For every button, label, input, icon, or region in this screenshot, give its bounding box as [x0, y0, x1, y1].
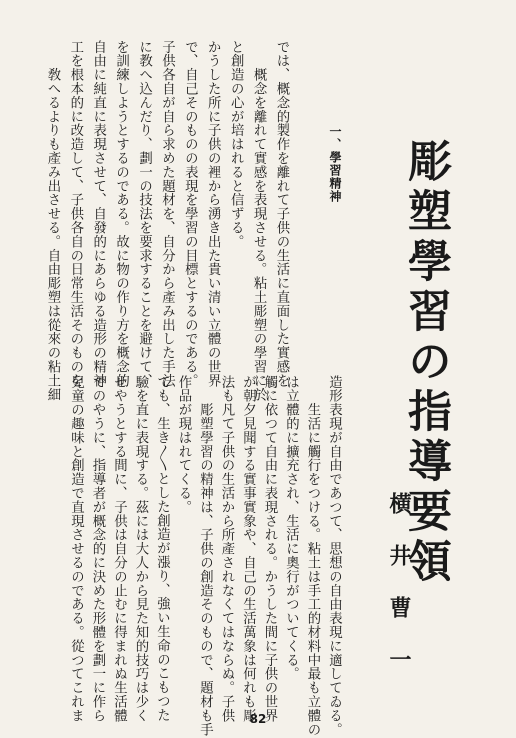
page-number: 82	[249, 712, 267, 726]
section-heading: 一、學習精神	[328, 125, 342, 203]
body-text-upper: では、概念的製作を離れて子供の生活に直面した實感を 概念を離れて實感を表現させる。粘土彫塑の學習に於 と創造の心が培はれると信ずる。 かうした所に子供の裡から湧き出た貴い清い立體の世界 で、自己そのものの表現を學習の目標とするのである。 子供各自が自ら求めた題材を、自分から產み出した手法 に教へ込んだり、劃一の技法を要求することを避けて、 を訓練しようとするのである。故に物の作り方を概念的 自由に純直に表現させて、自發的にあらゆる造形の精神 工を根本的に改造して、子供各自の日常生活そのものを 敎へるよりも產み出させる。自由彫塑は從來の粘土細	[44, 40, 289, 402]
author-name: 横井曹一	[386, 492, 412, 700]
body-text-lower: 造形表現が自由であつて、思想の自由表現に適してゐる。 生活に觸行をつける。粘土は手工的材料中最も立體の は立體的に擴充され、生活に奧行がついてくる。 觸に依つて自由に表現される。かうした間に子供の世界 が朝夕見聞する實事實象や、自己の生活萬象は何れも彫 法も凡て子供の生活から所產されなくてはならぬ。子供 彫塑學習の精神は、子供の創造そのもので、題材も手 作品が現はれてくる。 ても、生き〳〵とした創造が漲り、強い生命のこもつた 驗を直に表現する。茲には大人から見た知的技巧は少く せやうとする間に、子供は自分の止むに得まれぬ生活體 でのやうに、指導者が概念的に決めた形體を劃一に作ら 兒童の趣味と創造で直現させるのである。從つてこれま	[68, 375, 342, 737]
article-title: 彫塑學習の指導要領	[400, 138, 451, 588]
